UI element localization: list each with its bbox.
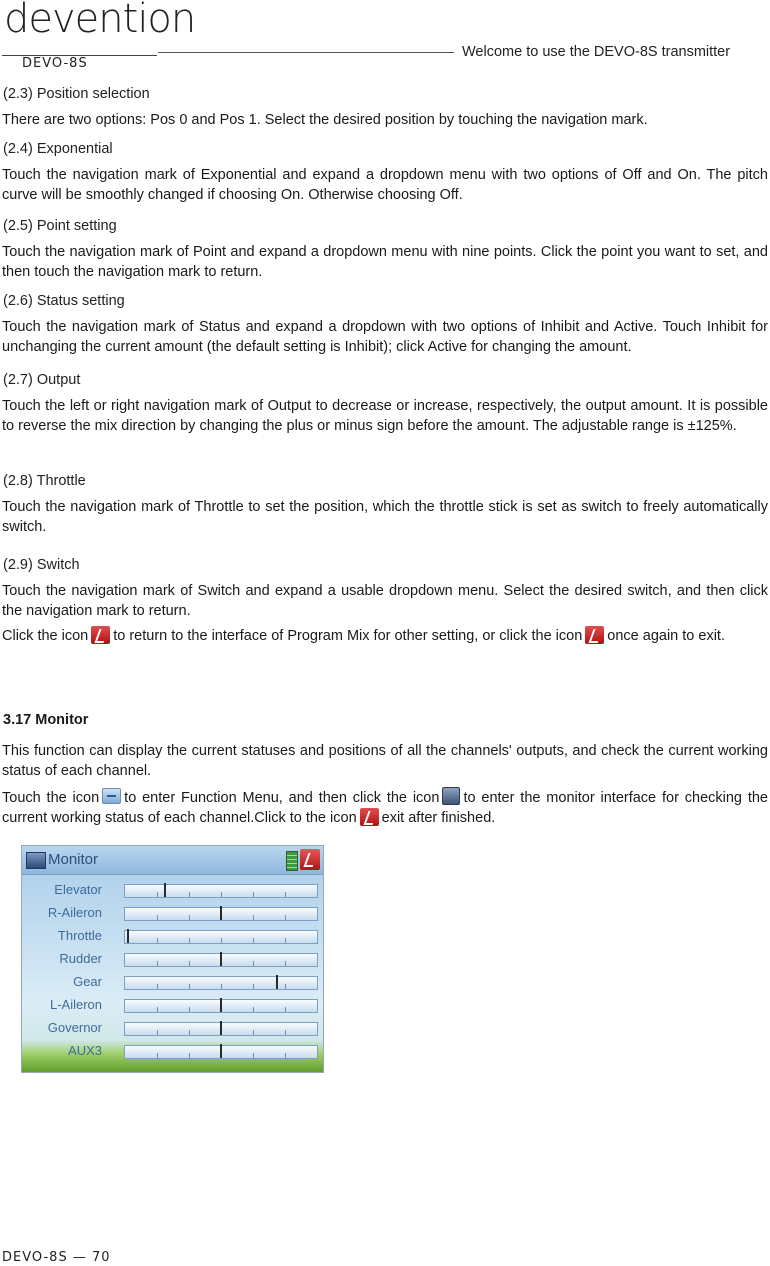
channel-position-marker (220, 1044, 222, 1058)
exit-icon (91, 626, 110, 644)
channel-tick (157, 915, 158, 920)
chapter-heading: 3.17 Monitor (3, 712, 89, 728)
paragraph: There are two options: Pos 0 and Pos 1. Select the desired position by touching the navigation mark. (2, 112, 648, 128)
channel-bar (124, 884, 318, 898)
channel-tick (285, 984, 286, 989)
channel-tick (189, 1053, 190, 1058)
channel-tick (189, 1007, 190, 1012)
return-text-a: Click the icon (2, 628, 89, 644)
channel-tick (285, 1007, 286, 1012)
paragraph: Touch the navigation mark of Throttle to set the position, which the throttle stick is set as switch to freely automatically switch. (2, 499, 768, 535)
section-heading: (2.8) Throttle (3, 473, 86, 489)
logo-wordmark: devention (4, 0, 196, 42)
channel-position-marker (220, 952, 222, 966)
text: to enter the monitor interface for checking the current working status of each channel.Click to the icon (2, 790, 768, 826)
channel-tick (189, 961, 190, 966)
channel-tick (189, 1030, 190, 1035)
channel-label: R-Aileron (47, 905, 102, 920)
channel-position-marker (220, 906, 222, 920)
monitor-icon (442, 787, 460, 805)
section-heading: (2.4) Exponential (3, 141, 113, 157)
channel-tick (189, 984, 190, 989)
channel-tick (253, 938, 254, 943)
channel-position-marker (127, 929, 129, 943)
header-tagline: Welcome to use the DEVO-8S transmitter (462, 44, 731, 60)
channel-tick (189, 938, 190, 943)
text: exit after finished. (381, 810, 496, 826)
channel-tick (253, 1030, 254, 1035)
channel-position-marker (164, 883, 166, 897)
paragraph: Touch the navigation mark of Point and expand a dropdown menu with nine points. Click the point you want to set, and then touch the navigation mark to return. (2, 244, 768, 280)
channel-tick (253, 1007, 254, 1012)
paragraph: Touch the navigation mark of Switch and expand a usable dropdown menu. Select the desired switch, and then click the navigation mark to return. (2, 583, 768, 619)
channel-tick (285, 892, 286, 897)
paragraph: Touch the left or right navigation mark of Output to decrease or increase, respectively, the output amount. It is possible to reverse the mix direction by changing the plus or minus sign before the amount. The adjustable range is ±125%. (2, 398, 768, 434)
channel-tick (157, 1053, 158, 1058)
channel-tick (157, 1007, 158, 1012)
section-heading: (2.9) Switch (3, 557, 80, 573)
channel-bar (124, 976, 318, 990)
channel-tick (221, 984, 222, 989)
exit-icon (585, 626, 604, 644)
channel-label: Governor (47, 1020, 102, 1035)
monitor-title: Monitor (48, 851, 99, 868)
channel-tick (285, 961, 286, 966)
channel-bar (124, 1022, 318, 1036)
channel-bar (124, 907, 318, 921)
channel-tick (189, 915, 190, 920)
channel-tick (253, 961, 254, 966)
channel-tick (253, 984, 254, 989)
channel-tick (253, 915, 254, 920)
function-menu-icon (102, 788, 121, 804)
channel-bar (124, 953, 318, 967)
page-footer: DEVO-8S — 70 (2, 1250, 111, 1265)
paragraph: Touch the navigation mark of Status and expand a dropdown with two options of Inhibit and Active. Touch Inhibit for unchanging the current amount (the default setting is Inhibit); click Active for changing the amount. (2, 319, 768, 355)
channel-tick (221, 892, 222, 897)
channel-label: Rudder (59, 951, 102, 966)
channel-tick (189, 892, 190, 897)
channel-position-marker (220, 1021, 222, 1035)
logo-model-name: DEVO-8S (22, 56, 88, 71)
channel-bar (124, 930, 318, 944)
section-heading: (2.7) Output (3, 372, 81, 388)
section-heading: (2.3) Position selection (3, 86, 150, 102)
channel-label: AUX3 (68, 1043, 102, 1058)
channel-bar (124, 1045, 318, 1059)
channel-bar (124, 999, 318, 1013)
section-heading: (2.5) Point setting (3, 218, 117, 234)
channel-tick (221, 938, 222, 943)
channel-tick (253, 1053, 254, 1058)
channel-tick (285, 1053, 286, 1058)
channel-tick (157, 938, 158, 943)
battery-icon (286, 851, 298, 871)
paragraph: This function can display the current statuses and positions of all the channels' outputs, and check the current working status of each channel. (2, 743, 768, 779)
channel-label: Gear (73, 974, 102, 989)
section-heading: (2.6) Status setting (3, 293, 125, 309)
channel-label: L-Aileron (49, 997, 102, 1012)
channel-tick (285, 1030, 286, 1035)
channel-tick (157, 961, 158, 966)
text: Touch the icon (2, 790, 100, 806)
channel-tick (253, 892, 254, 897)
channel-tick (285, 915, 286, 920)
channel-label: Throttle (57, 928, 102, 943)
monitor-screen (21, 845, 324, 1073)
channel-tick (285, 938, 286, 943)
channel-position-marker (276, 975, 278, 989)
exit-icon[interactable] (300, 849, 320, 870)
paragraph: Touch the navigation mark of Exponential and expand a dropdown menu with two options of Off and On. The pitch curve will be smoothly changed if choosing On. Otherwise choosing Off. (2, 167, 768, 203)
channel-position-marker (220, 998, 222, 1012)
monitor-icon (26, 852, 46, 869)
header-rule (158, 52, 454, 53)
channel-tick (157, 984, 158, 989)
channel-tick (157, 1030, 158, 1035)
monitor-instructions (2, 787, 768, 828)
return-text-b: to return to the interface of Program Mix for other setting, or click the icon (113, 628, 583, 644)
channel-tick (157, 892, 158, 897)
return-text-c: once again to exit. (607, 628, 725, 644)
exit-icon (360, 808, 379, 826)
text: to enter Function Menu, and then click the icon (124, 790, 440, 806)
return-instructions (2, 626, 768, 646)
channel-label: Elevator (54, 882, 102, 897)
